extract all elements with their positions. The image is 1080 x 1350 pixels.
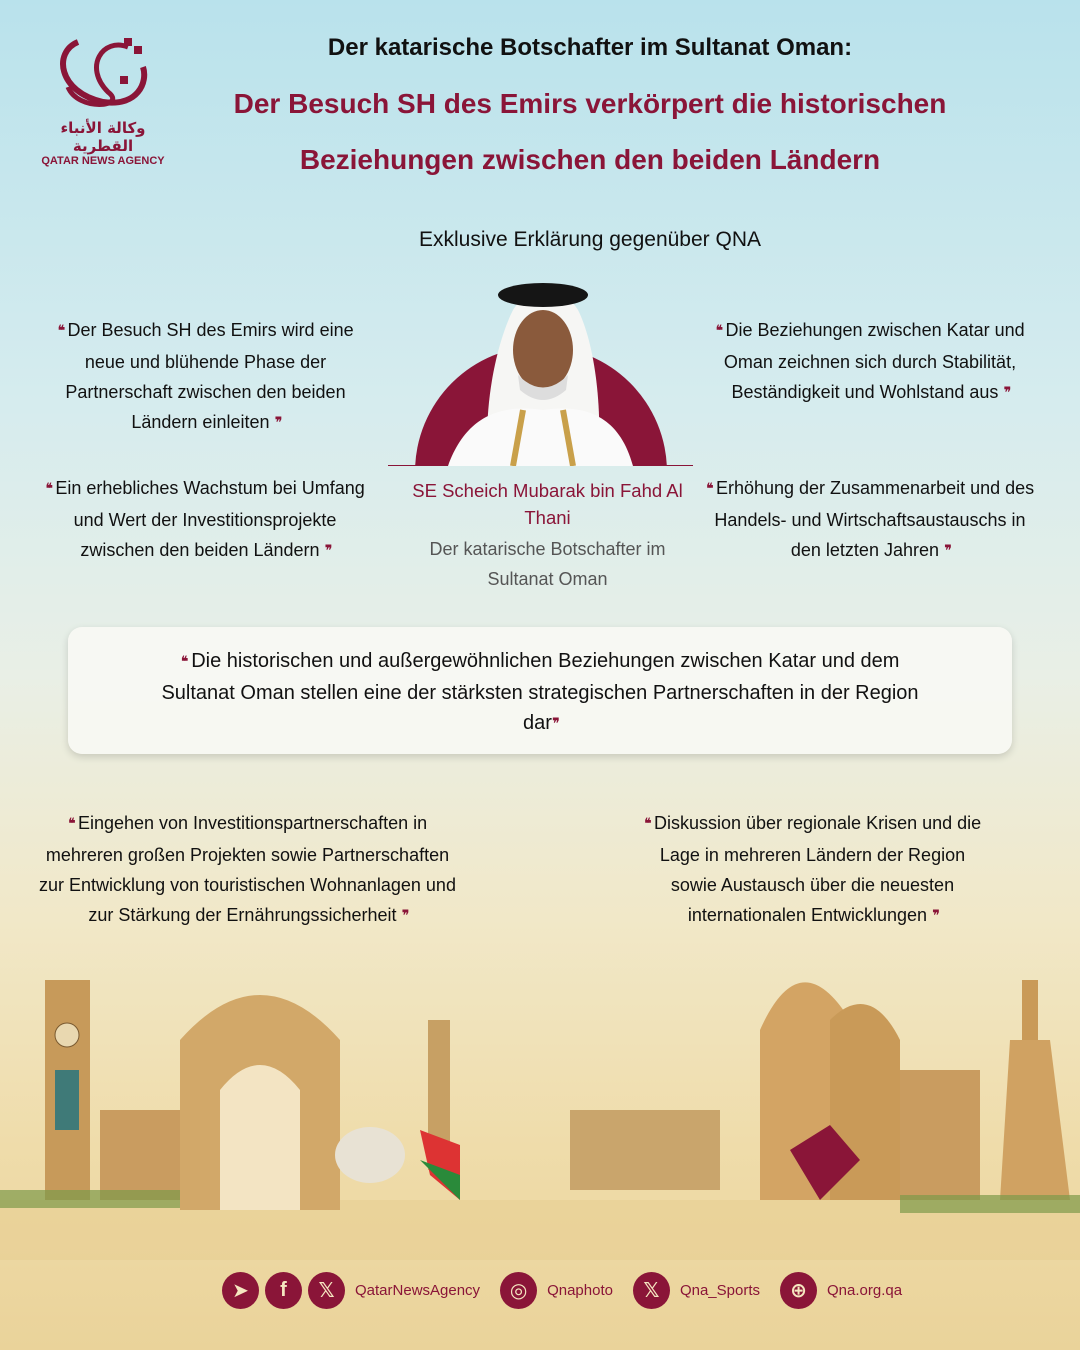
facebook-icon[interactable]: f	[265, 1272, 302, 1309]
quote-text: Der Besuch SH des Emirs wird eine neue und blühende Phase der Partnerschaft zwischen den beiden Ländern einleiten	[65, 320, 354, 432]
highlight-quote-box	[68, 627, 1012, 754]
handle-qna-sports[interactable]: Qna_Sports	[679, 1282, 760, 1299]
qna-emblem-icon	[48, 32, 158, 112]
speaker-name: SE Scheich Mubarak bin Fahd Al Thani	[412, 480, 683, 528]
quote-open-icon: ❛❛	[705, 481, 711, 498]
website-link[interactable]: Qna.org.qa	[827, 1282, 903, 1299]
quote-text: Eingehen von Investitionspartnerschaften in mehreren großen Projekten sowie Partnerschaften zur Entwicklung von touristischen Wohnanlagen und zur Stärkung der Ernährungssicherheit	[39, 813, 456, 925]
quote-open-icon: ❛❛	[715, 323, 721, 340]
quote-close-icon: ❜❜	[944, 543, 950, 560]
speaker-role: Der katarische Botschafter im Sultanat Oman	[429, 539, 666, 589]
quote-close-icon: ❜❜	[274, 415, 280, 432]
speaker-photo	[428, 280, 653, 466]
globe-icon[interactable]: ⊕	[780, 1272, 817, 1309]
quote-close-icon: ❜❜	[1003, 385, 1009, 402]
quote-open-icon: ❛❛	[180, 654, 186, 671]
quote-close-icon: ❜❜	[401, 908, 407, 925]
quote-open-icon: ❛❛	[57, 323, 63, 340]
quote-1	[38, 315, 373, 439]
quote-6	[640, 808, 985, 932]
quote-text: Ein erhebliches Wachstum bei Umfang und Wert der Investitionsprojekte zwischen den beiden Ländern	[55, 478, 365, 560]
logo-english: QATAR NEWS AGENCY	[41, 155, 165, 167]
quote-text: Erhöhung der Zusammenarbeit und des Handels- und Wirtschaftsaustauschs in den letzten Jahren	[714, 478, 1035, 560]
handle-qatarnewsagency[interactable]: QatarNewsAgency	[355, 1282, 481, 1299]
speaker-caption	[395, 477, 700, 594]
page-title	[160, 76, 1020, 188]
instagram-icon[interactable]: ◎	[500, 1272, 537, 1309]
x-icon[interactable]: 𝕏	[633, 1272, 670, 1309]
quote-4	[705, 473, 1035, 567]
x-icon[interactable]: 𝕏	[308, 1272, 345, 1309]
telegram-icon[interactable]: ➤	[222, 1272, 259, 1309]
quote-open-icon: ❛❛	[45, 481, 51, 498]
title-line-1: Der Besuch SH des Emirs verkörpert die historischen	[233, 88, 947, 119]
subtitle: Exklusive Erklärung gegenüber QNA	[418, 228, 761, 251]
handle-qnaphoto[interactable]: Qnaphoto	[547, 1282, 613, 1299]
kicker: Der katarische Botschafter im Sultanat Oman:	[327, 34, 853, 61]
quote-text: Die Beziehungen zwischen Katar und Oman zeichnen sich durch Stabilität, Beständigkeit und Wohlstand aus	[723, 320, 1025, 402]
quote-2	[705, 315, 1035, 409]
quote-close-icon: ❜❜	[932, 908, 938, 925]
quote-text: Diskussion über regionale Krisen und die Lage in mehreren Ländern der Region sowie Austausch über die neuesten internationalen Entwicklungen	[653, 813, 982, 925]
quote-open-icon: ❛❛	[67, 816, 73, 833]
social-footer	[222, 1272, 916, 1309]
quote-close-icon: ❜❜	[551, 716, 557, 733]
quote-3	[40, 473, 370, 567]
speaker-portrait	[388, 280, 693, 466]
landmarks-illustration	[0, 960, 1080, 1260]
quote-5	[35, 808, 460, 932]
logo-arabic: وكالة الأنباء القطرية	[60, 119, 146, 155]
quote-text: Die historischen und außergewöhnlichen Beziehungen zwischen Katar und dem Sultanat Oman stellen eine der stärksten strategischen Partnerschaften in der Region dar	[161, 650, 919, 734]
quote-open-icon: ❛❛	[643, 816, 649, 833]
title-line-2: Beziehungen zwischen den beiden Ländern	[299, 144, 881, 175]
quote-close-icon: ❜❜	[324, 543, 330, 560]
qna-logo	[28, 32, 178, 167]
